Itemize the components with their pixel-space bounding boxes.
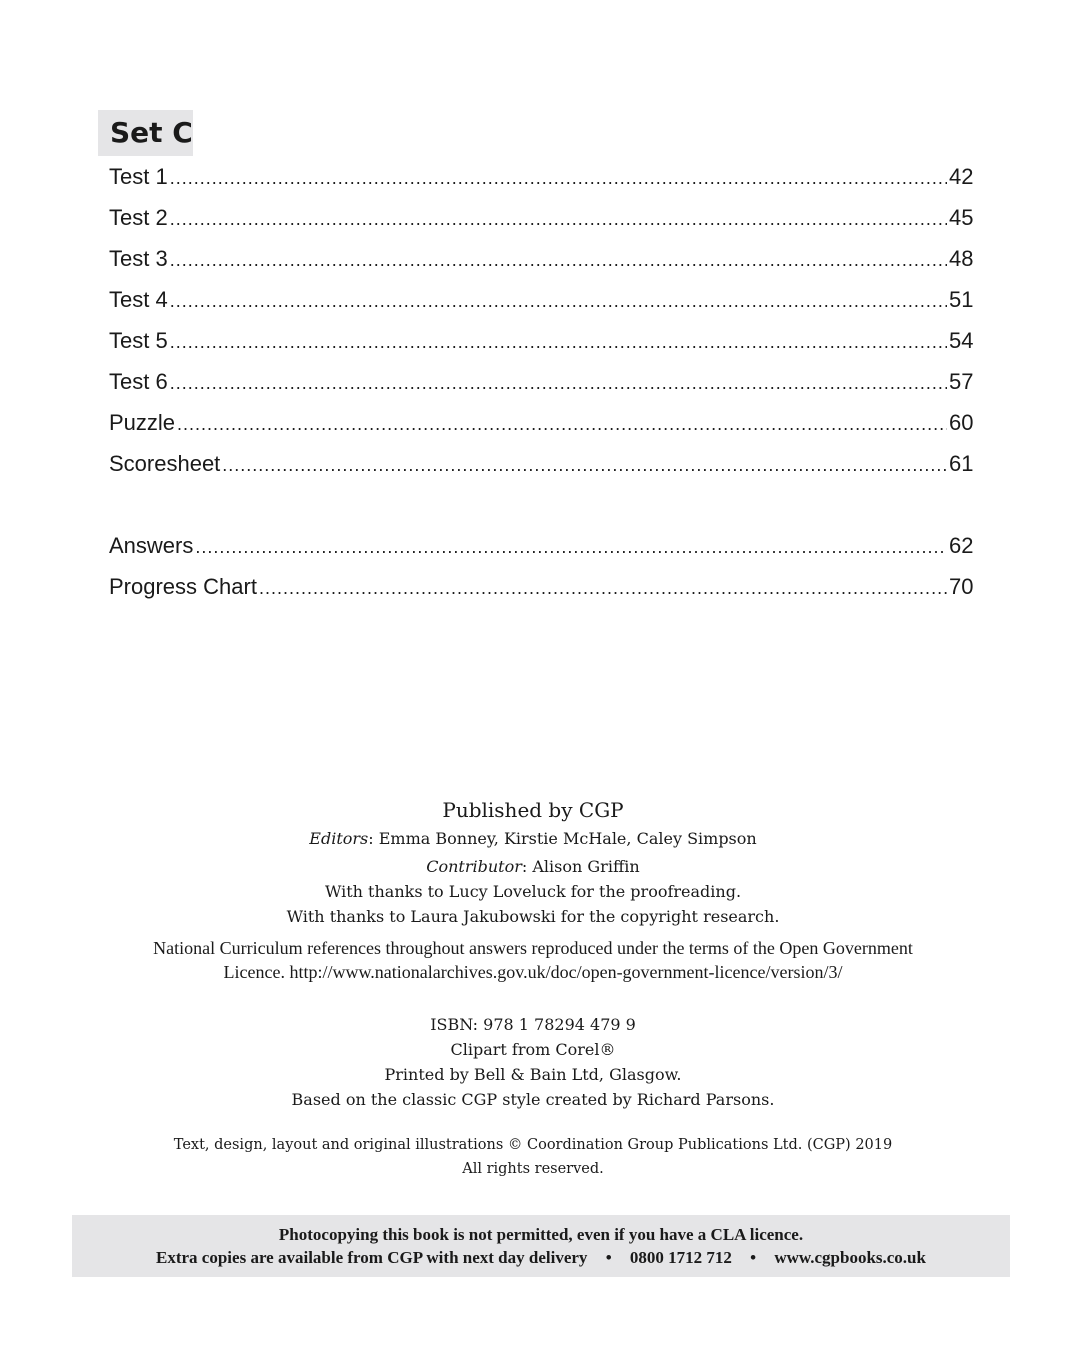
toc-entry[interactable] [109,410,975,451]
toc-page-number: 42 [949,164,974,189]
dot-leader [177,414,947,435]
publication-info [0,1012,1066,1112]
licence-notice [0,936,1066,984]
toc-page-number: 54 [949,328,974,353]
toc-page-number: 51 [949,287,974,312]
dot-leader [170,291,947,312]
dot-leader [170,209,947,230]
photocopy-notice-banner [72,1215,1010,1277]
rights-line: All rights reserved. [462,1161,604,1177]
toc-label: Answers [109,533,194,558]
dot-leader [170,250,947,271]
style-credit: Based on the classic CGP style created by Richard Parsons. [291,1090,775,1109]
toc-page-number: 62 [949,533,974,558]
table-of-contents [109,164,975,615]
licence-line-1: National Curriculum references throughout answers reproduced under the terms of the Open Government [153,938,913,958]
toc-label: Test 6 [109,369,168,394]
thanks-copyright: With thanks to Laura Jakubowski for the copyright research. [286,907,780,926]
toc-page-number: 45 [949,205,974,230]
bullet-separator: • [750,1248,757,1267]
toc-page-number: 60 [949,410,974,435]
clipart-credit: Clipart from Corel® [450,1040,616,1059]
toc-page-number: 61 [949,451,974,476]
toc-label: Test 5 [109,328,168,353]
toc-label: Progress Chart [109,574,257,599]
dot-leader [170,168,947,189]
licence-line-2[interactable]: Licence. http://www.nationalarchives.gov.uk/doc/open-government-licence/version/3/ [223,962,843,982]
dot-leader [170,332,947,353]
bullet-separator: • [605,1248,612,1267]
set-heading: Set C [98,110,193,156]
toc-entry[interactable] [109,205,975,246]
toc-entry[interactable] [109,451,975,492]
toc-entry[interactable] [109,287,975,328]
published-by: Published by CGP [442,798,624,822]
copyright-line: Text, design, layout and original illustrations © Coordination Group Publications Ltd. (CGP) 2019 [173,1137,893,1153]
editors-line [0,826,1066,851]
dot-leader [195,537,947,558]
dot-leader [259,578,947,599]
editors-names: : Emma Bonney, Kirstie McHale, Caley Simpson [368,829,757,848]
toc-label: Scoresheet [109,451,221,476]
toc-entry[interactable] [109,369,975,410]
notice-line-1: Photocopying this book is not permitted, even if you have a CLA licence. [278,1225,804,1244]
notice-line-2 [72,1246,1010,1269]
notice-phone: 0800 1712 712 [629,1248,732,1267]
toc-label: Test 2 [109,205,168,230]
contributor-line [0,854,1066,879]
toc-entry[interactable] [109,164,975,205]
toc-page-number: 57 [949,369,974,394]
notice-delivery-text: Extra copies are available from CGP with next day delivery [156,1248,588,1267]
toc-label: Test 3 [109,246,168,271]
toc-entry[interactable] [109,574,975,615]
toc-label: Test 4 [109,287,168,312]
dot-leader [222,455,947,476]
printer-credit: Printed by Bell & Bain Ltd, Glasgow. [384,1065,682,1084]
toc-label: Test 1 [109,164,168,189]
toc-label: Puzzle [109,410,176,435]
toc-page-number: 48 [949,246,974,271]
thanks-proofreading: With thanks to Lucy Loveluck for the proofreading. [324,882,742,901]
notice-website[interactable]: www.cgpbooks.co.uk [774,1248,926,1267]
contributor-label: Contributor [426,857,522,876]
credits-block [0,796,1066,929]
toc-entry[interactable] [109,328,975,369]
isbn: ISBN: 978 1 78294 479 9 [430,1015,636,1034]
editors-label: Editors [309,829,369,848]
contributor-name: : Alison Griffin [521,857,640,876]
toc-page-number: 70 [949,574,974,599]
toc-entry[interactable] [109,533,975,574]
dot-leader [170,373,947,394]
toc-entry[interactable] [109,246,975,287]
copyright-block [0,1133,1066,1181]
